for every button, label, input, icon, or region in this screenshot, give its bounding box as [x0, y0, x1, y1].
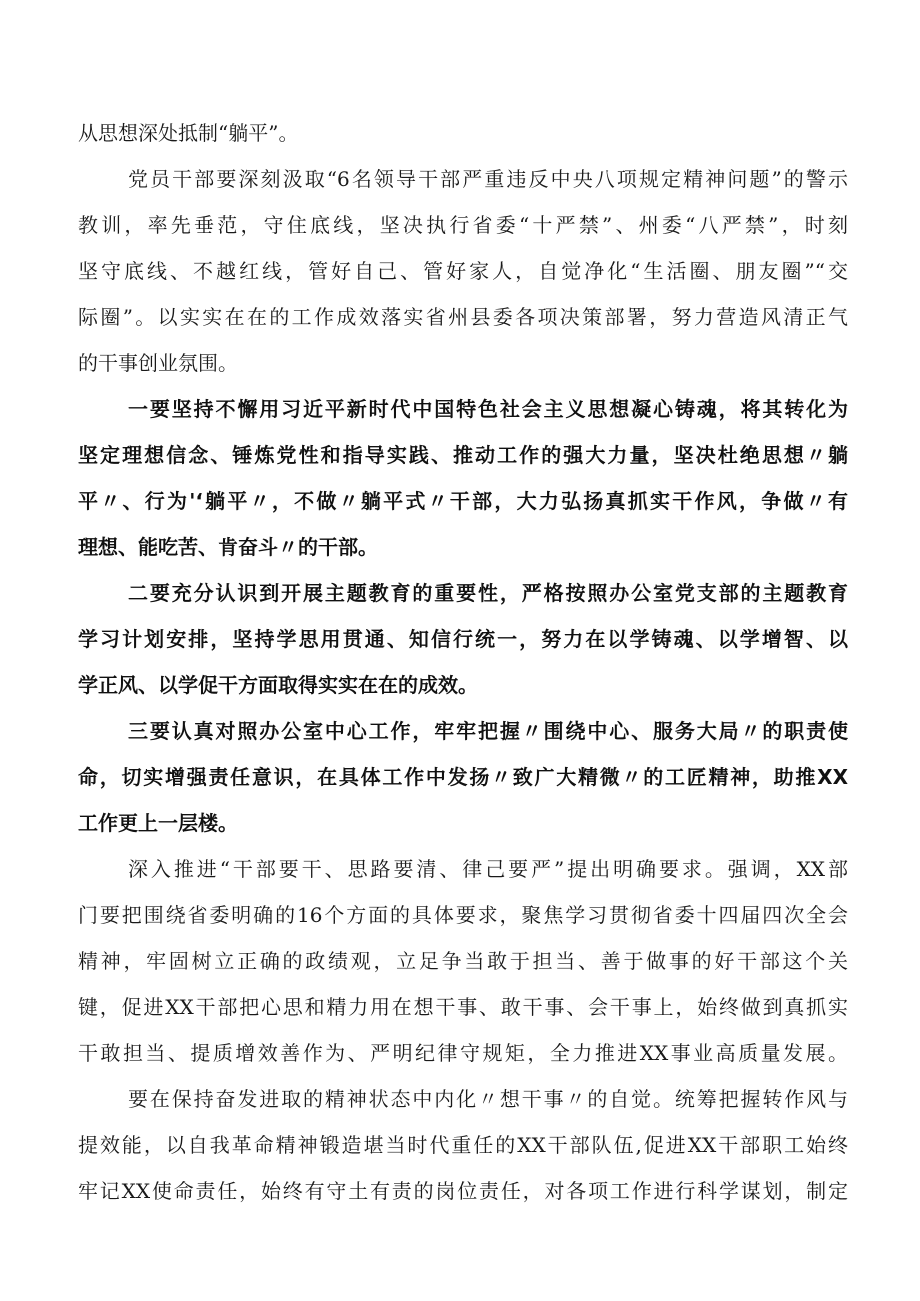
paragraph-first-line: 党员干部要深刻汲取“6名领导干部严重违反中央八项规定精神问题”的警示 [128, 167, 848, 191]
paragraph-first-line: 深入推进“干部要干、思路要清、律己要严”提出明确要求。强调，XX部 [128, 857, 848, 881]
text-line: 教训，率先垂范，守住底线，坚决执行省委“十严禁”、州委“八严禁”，时刻 [78, 213, 848, 237]
text-line: 精神，牢固树立正确的政绩观，立足争当敢于担当、善于做事的好干部这个关 [78, 949, 848, 973]
text-line: 提效能，以自我革命精神锻造堪当时代重任的XX干部队伍,促进XX干部职工始终 [78, 1133, 848, 1157]
text-line: 际圈”。以实实在在的工作成效落实省州县委各项决策部署，努力营造风清正气 [78, 305, 848, 329]
text-line: 干敢担当、提质增效善作为、严明纪律守规矩，全力推进XX事业高质量发展。 [78, 1041, 848, 1065]
text-line: 平〃、行为'‘躺平〃，不做〃躺平式〃干部，大力弘扬真抓实干作风，争做〃有 [78, 489, 848, 513]
text-line: 门要把围绕省委明确的16个方面的具体要求，聚焦学习贯彻省委十四届四次全会 [78, 903, 848, 927]
text-line: 坚定理想信念、锤炼党性和指导实践、推动工作的强大力量，坚决杜绝思想〃躺 [78, 443, 848, 467]
text-line: 坚守底线、不越红线，管好自己、管好家人，自觉净化“生活圈、朋友圈”“交 [78, 259, 848, 283]
text-line: 牢记XX使命责任，始终有守土有责的岗位责任，对各项工作进行科学谋划，制定 [78, 1179, 848, 1203]
text-line: 理想、能吃苦、肯奋斗〃的干部。 [78, 535, 378, 559]
text-line: 从思想深处抵制“躺平”。 [78, 121, 299, 145]
text-line: 工作更上一层楼。 [78, 811, 238, 835]
paragraph-first-line: 要在保持奋发进取的精神状态中内化〃想干事〃的自觉。统筹把握转作风与 [128, 1087, 848, 1111]
text-line: 学正风、以学促干方面取得实实在在的成效。 [78, 673, 478, 697]
text-line: 学习计划安排，坚持学思用贯通、知信行统一，努力在以学铸魂、以学增智、以 [78, 627, 848, 651]
text-line: 的干事创业氛围。 [78, 351, 238, 375]
text-line: 命，切实增强责任意识，在具体工作中发扬〃致广大精微〃的工匠精神，助推XX [78, 765, 848, 789]
paragraph-first-line: 三要认真对照办公室中心工作，牢牢把握〃围绕中心、服务大局〃的职责使 [128, 719, 848, 743]
text-line: 键，促进XX干部把心思和精力用在想干事、敢干事、会干事上，始终做到真抓实 [78, 995, 848, 1019]
paragraph-first-line: 二要充分认识到开展主题教育的重要性，严格按照办公室党支部的主题教育 [128, 581, 848, 605]
paragraph-first-line: 一要坚持不懈用习近平新时代中国特色社会主义思想凝心铸魂，将其转化为 [128, 397, 848, 421]
